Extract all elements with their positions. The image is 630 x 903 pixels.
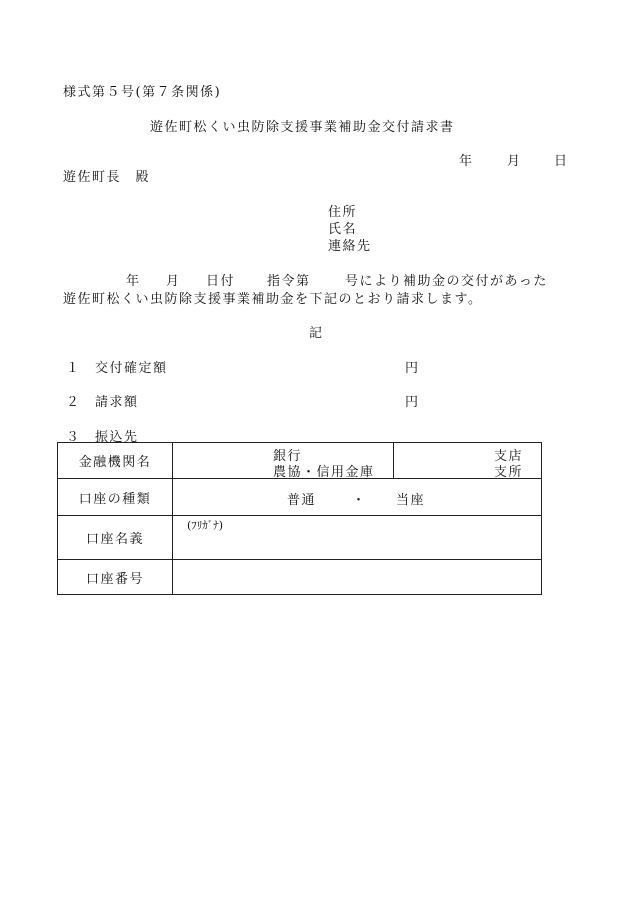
account-type-label: 口座の種類 [58,479,173,516]
body-month: 月 [166,274,180,289]
institution-row [58,443,542,479]
type-futsu-option[interactable]: 普通 [287,493,317,508]
item-3-number: ３ [66,430,80,445]
type-separator: ・ [352,493,367,508]
item-1-unit: 円 [405,361,419,376]
account-holder-row [58,516,542,560]
body-order-prefix: 指令第 [267,274,311,289]
account-number-cell[interactable] [173,560,542,595]
type-touza-option[interactable]: 当座 [396,493,426,508]
item-2-unit: 円 [405,395,419,410]
item-2-number: ２ [66,395,80,410]
ki-heading: 記 [309,326,323,341]
document-title: 遊佐町松くい虫防除支援事業補助金交付請求書 [150,120,455,135]
date-month-label: 月 [507,154,521,169]
applicant-name-label: 氏名 [328,222,358,237]
body-date-suffix: 日付 [206,274,236,289]
institution-name-cell[interactable] [173,443,394,479]
bank-account-table [57,442,542,595]
account-type-cell[interactable] [173,479,542,516]
bank-label: 銀行 [273,449,303,464]
furigana-label: (ﾌﾘｶﾞﾅ) [187,519,224,532]
coop-label: 農協・信用金庫 [273,465,375,480]
body-year: 年 [126,274,140,289]
date-day-label: 日 [554,154,568,169]
branch-shiten-label: 支店 [494,449,524,464]
branch-cell[interactable] [394,443,542,479]
item-3-label: 振込先 [95,430,139,445]
account-type-row [58,479,542,516]
account-number-label: 口座番号 [58,560,173,595]
applicant-contact-label: 連絡先 [328,239,372,254]
item-1-number: １ [66,361,80,376]
body-line-2: 遊佐町松くい虫防除支援事業補助金を下記のとおり請求します。 [63,292,483,307]
account-holder-label: 口座名義 [58,516,173,560]
institution-label: 金融機関名 [58,443,173,479]
item-2-label: 請求額 [95,395,139,410]
date-year-label: 年 [459,154,473,169]
item-1-label: 交付確定額 [95,361,168,376]
body-order-suffix: 号により補助金の交付があった [345,274,548,289]
applicant-address-label: 住所 [328,205,358,220]
form-number: 様式第５号(第７条関係) [63,85,222,100]
branch-shisho-label: 支所 [494,465,524,480]
addressee: 遊佐町長 殿 [63,170,151,185]
account-number-row [58,560,542,595]
account-holder-cell[interactable] [173,516,542,560]
